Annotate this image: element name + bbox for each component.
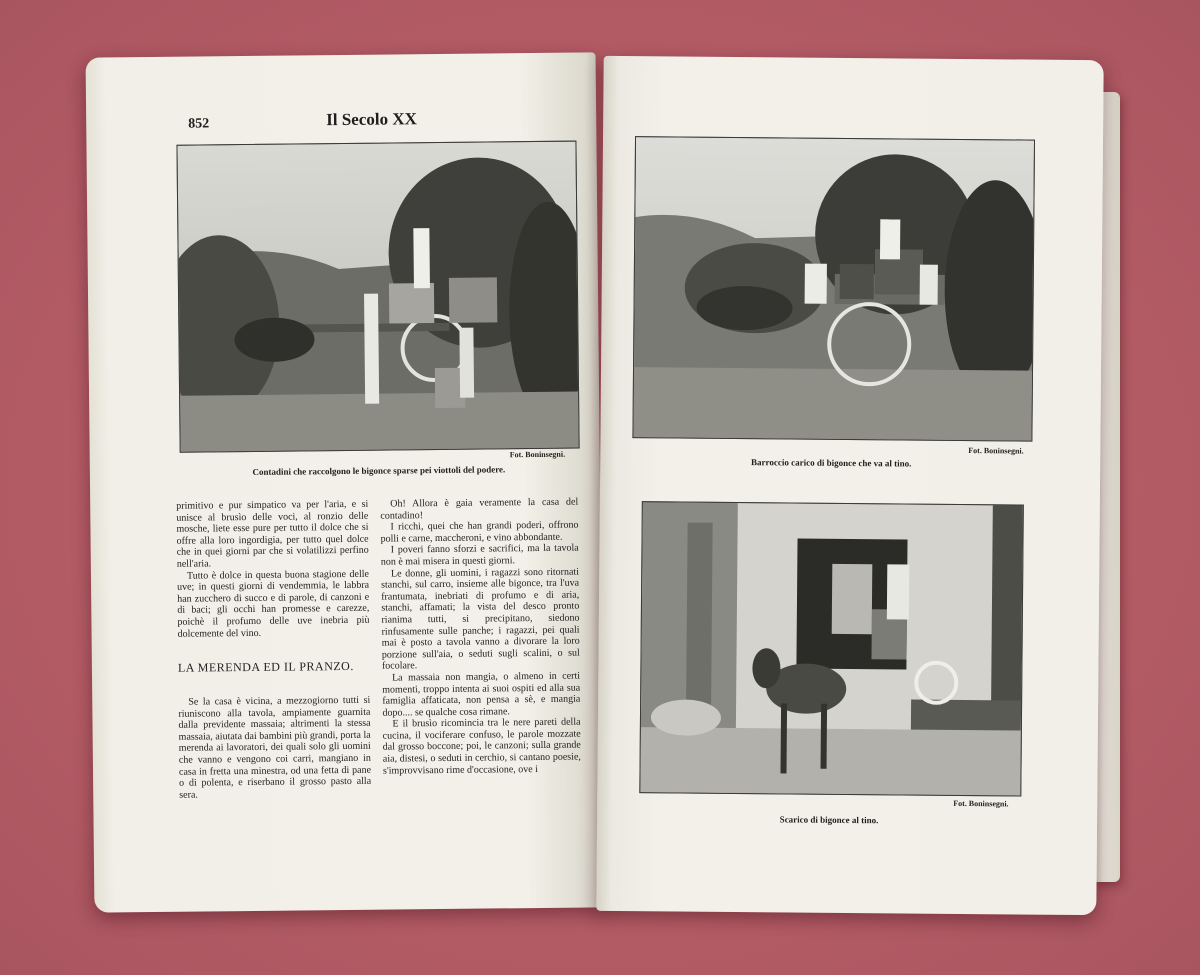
text-column-right — [380, 497, 581, 777]
paragraph: I ricchi, quei che han grandi poderi, offrono polli e carne, maccheroni, e vino abbondante. — [380, 519, 579, 545]
page-number: 852 — [188, 116, 210, 132]
paragraph: primitivo e pur simpatico va per l'aria, e si unisce al brusìo delle voci, al ronzio delle mosche, liete esse pure per tutto il dolce che si offre alla loro ingordigia, per tutto quel dolce che in quei giorni par che si volatilizzi perfino nell'aria. — [176, 498, 369, 570]
photo-caption: Barroccio carico di bigonce che va al tino. — [751, 457, 912, 469]
paragraph: E il brusìo ricomincia tra le nere pareti della cucina, il vociferare confuso, le parole mozzate dal grosso boccone; poi, le canzoni; sulla grande aia, distesi, o seduti in cerchio, si cantano poesie, s'improvvisano rime d'occasione, ove i — [382, 716, 581, 777]
photo-caption: Scarico di bigonce al tino. — [779, 814, 879, 826]
text-column-left-lower — [178, 695, 371, 801]
right-page — [596, 56, 1103, 915]
text-column-left — [176, 499, 369, 640]
photo-credit: Fot. Boninsegni. — [509, 449, 566, 460]
photo-caption: Contadini che raccolgono le bigonce sparse pei viottoli del podere. — [252, 464, 506, 477]
photo-farmers-collecting-tubs — [176, 141, 579, 453]
section-heading: LA MERENDA ED IL PRANZO. — [177, 658, 354, 675]
photo-cart-to-vat — [632, 136, 1035, 441]
paragraph: Oh! Allora è gaia veramente la casa del contadino! — [380, 496, 579, 522]
photo-unloading-tubs — [639, 501, 1024, 796]
page-header — [86, 102, 596, 137]
photo-credit: Fot. Boninsegni. — [968, 446, 1024, 456]
paragraph: Le donne, gli uomini, i ragazzi sono ritornati stanchi, sul carro, insieme alle bigonce, tra l'uva frantumata, inebriati di profumo e di aria, stanchi, affamati; la vista del desco pronto rianima tutti, si precipitano, siedono rinfusamente sulle panche; i ragazzi, pei quali mai è posto a tavola vanno a divorare la loro porzione sull'aia, o seduti sugli scalini, o sul focolare. — [381, 566, 580, 672]
paragraph: Tutto è dolce in questa buona stagione delle uve; in questi giorni di vendemmia, le labbra han zucchero di succo e di parole, di canzoni e di baci; gli occhi han promesse e carezze, poichè il profumo delle uve inebria più dolcemente del vino. — [177, 568, 370, 640]
running-title: Il Secolo XX — [326, 109, 417, 130]
paragraph: Se la casa è vicina, a mezzogiorno tutti si riuniscono alla tavola, ampiamente guarnita dalla previdente massaia; altrimenti la stessa massaia, aiutata dai bambini più grandi, porta la merenda ai lavoratori, dei quali solo gli uomini che vanno e vengono coi carri, mangiano in casa in fretta una minestra, od una fetta di pane o di polenta, e riserbano il grosso pasto alla sera. — [178, 694, 372, 801]
photo-credit: Fot. Boninsegni. — [953, 798, 1009, 809]
paragraph: I poveri fanno sforzi e sacrifici, ma la tavola non è mai misera in questi giorni. — [380, 542, 579, 568]
paragraph: La massaia non mangia, o almeno in certi momenti, troppo intenta ai suoi ospiti ed alla sua famiglia affaticata, non pensa a sè, e mangia dopo.... se qualche cosa rimane. — [382, 670, 581, 719]
left-page — [86, 52, 605, 912]
